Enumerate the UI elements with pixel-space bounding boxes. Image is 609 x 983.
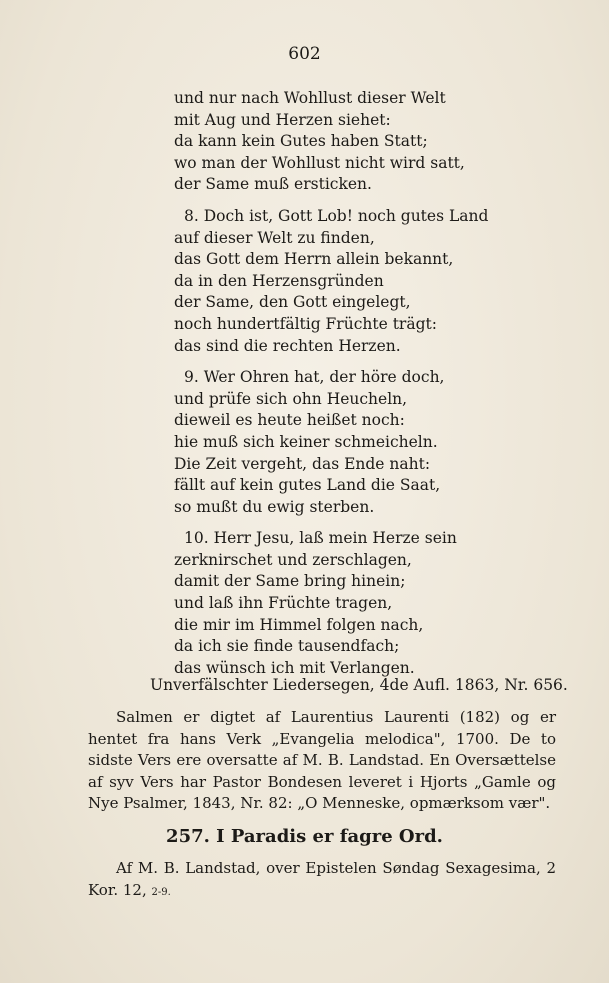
- hymn-stanzas: [174, 88, 494, 689]
- stanza: [174, 528, 494, 679]
- verse-line: fällt auf kein gutes Land die Saat,: [174, 476, 441, 495]
- verse-line: und prüfe sich ohn Heucheln,: [174, 389, 408, 408]
- hymn-subtitle: [88, 858, 556, 903]
- page-number: 602: [288, 44, 321, 64]
- verse-line: da ich sie finde tausendfach;: [174, 637, 400, 656]
- verse-line: das sind die rechten Herzen.: [174, 336, 401, 355]
- verse-line: das wünsch ich mit Verlangen.: [174, 658, 415, 677]
- verse-line: mit Aug und Herzen siehet:: [174, 110, 391, 129]
- verse-line: wo man der Wohllust nicht wird satt,: [174, 153, 465, 172]
- note-paragraph: Salmen er digtet af Laurentius Laurenti (182) og er hentet fra hans Verk „Evangelia melodica", 1700. De to sidste Vers ere oversatte af M. B. Landstad. En Oversættelse af syv Vers har Pastor Bondesen leveret i Hjorts „Gamle og Nye Psalmer, 1843, Nr. 82: „O Menneske, opmærksom vær".: [88, 708, 556, 812]
- verse-line: das Gott dem Herrn allein bekannt,: [174, 250, 454, 269]
- hymn-subtitle-paragraph: [88, 858, 556, 903]
- stanza: [174, 367, 494, 518]
- verse-line: 10. Herr Jesu, laß mein Herze sein: [184, 529, 457, 548]
- stanza: [174, 206, 494, 357]
- verse-line: 8. Doch ist, Gott Lob! noch gutes Land: [184, 206, 489, 225]
- verse-line: zerknirschet und zerschlagen,: [174, 550, 412, 569]
- verse-line: Die Zeit vergeht, das Ende naht:: [174, 454, 431, 473]
- verse-line: so mußt du ewig sterben.: [174, 497, 375, 516]
- source-citation: Unverfälschter Liedersegen, 4de Aufl. 1863, Nr. 656.: [150, 676, 568, 694]
- verse-line: und laß ihn Früchte tragen,: [174, 594, 393, 613]
- verse-line: dieweil es heute heißet noch:: [174, 411, 405, 430]
- hymn-subtitle-text: Af M. B. Landstad, over Epistelen Søndag Sexagesima, 2 Kor. 12,: [88, 859, 556, 899]
- verse-line: auf dieser Welt zu finden,: [174, 228, 375, 247]
- verse-line: und nur nach Wohllust dieser Welt: [174, 89, 446, 107]
- editorial-note: [88, 707, 556, 815]
- verse-line: hie muß sich keiner schmeicheln.: [174, 432, 438, 451]
- verse-line: damit der Same bring hinein;: [174, 572, 406, 591]
- stanza: [174, 88, 494, 196]
- verse-line: da in den Herzensgründen: [174, 271, 384, 290]
- verse-line: da kann kein Gutes haben Statt;: [174, 132, 428, 151]
- hymn-subtitle-verses: 2-9.: [151, 886, 171, 898]
- verse-line: der Same, den Gott eingelegt,: [174, 293, 411, 312]
- verse-line: 9. Wer Ohren hat, der höre doch,: [184, 368, 445, 387]
- hymn-heading: 257. I Paradis er fagre Ord.: [166, 826, 443, 847]
- verse-line: der Same muß ersticken.: [174, 175, 372, 194]
- verse-line: die mir im Himmel folgen nach,: [174, 615, 424, 634]
- verse-line: noch hundertfältig Früchte trägt:: [174, 314, 437, 333]
